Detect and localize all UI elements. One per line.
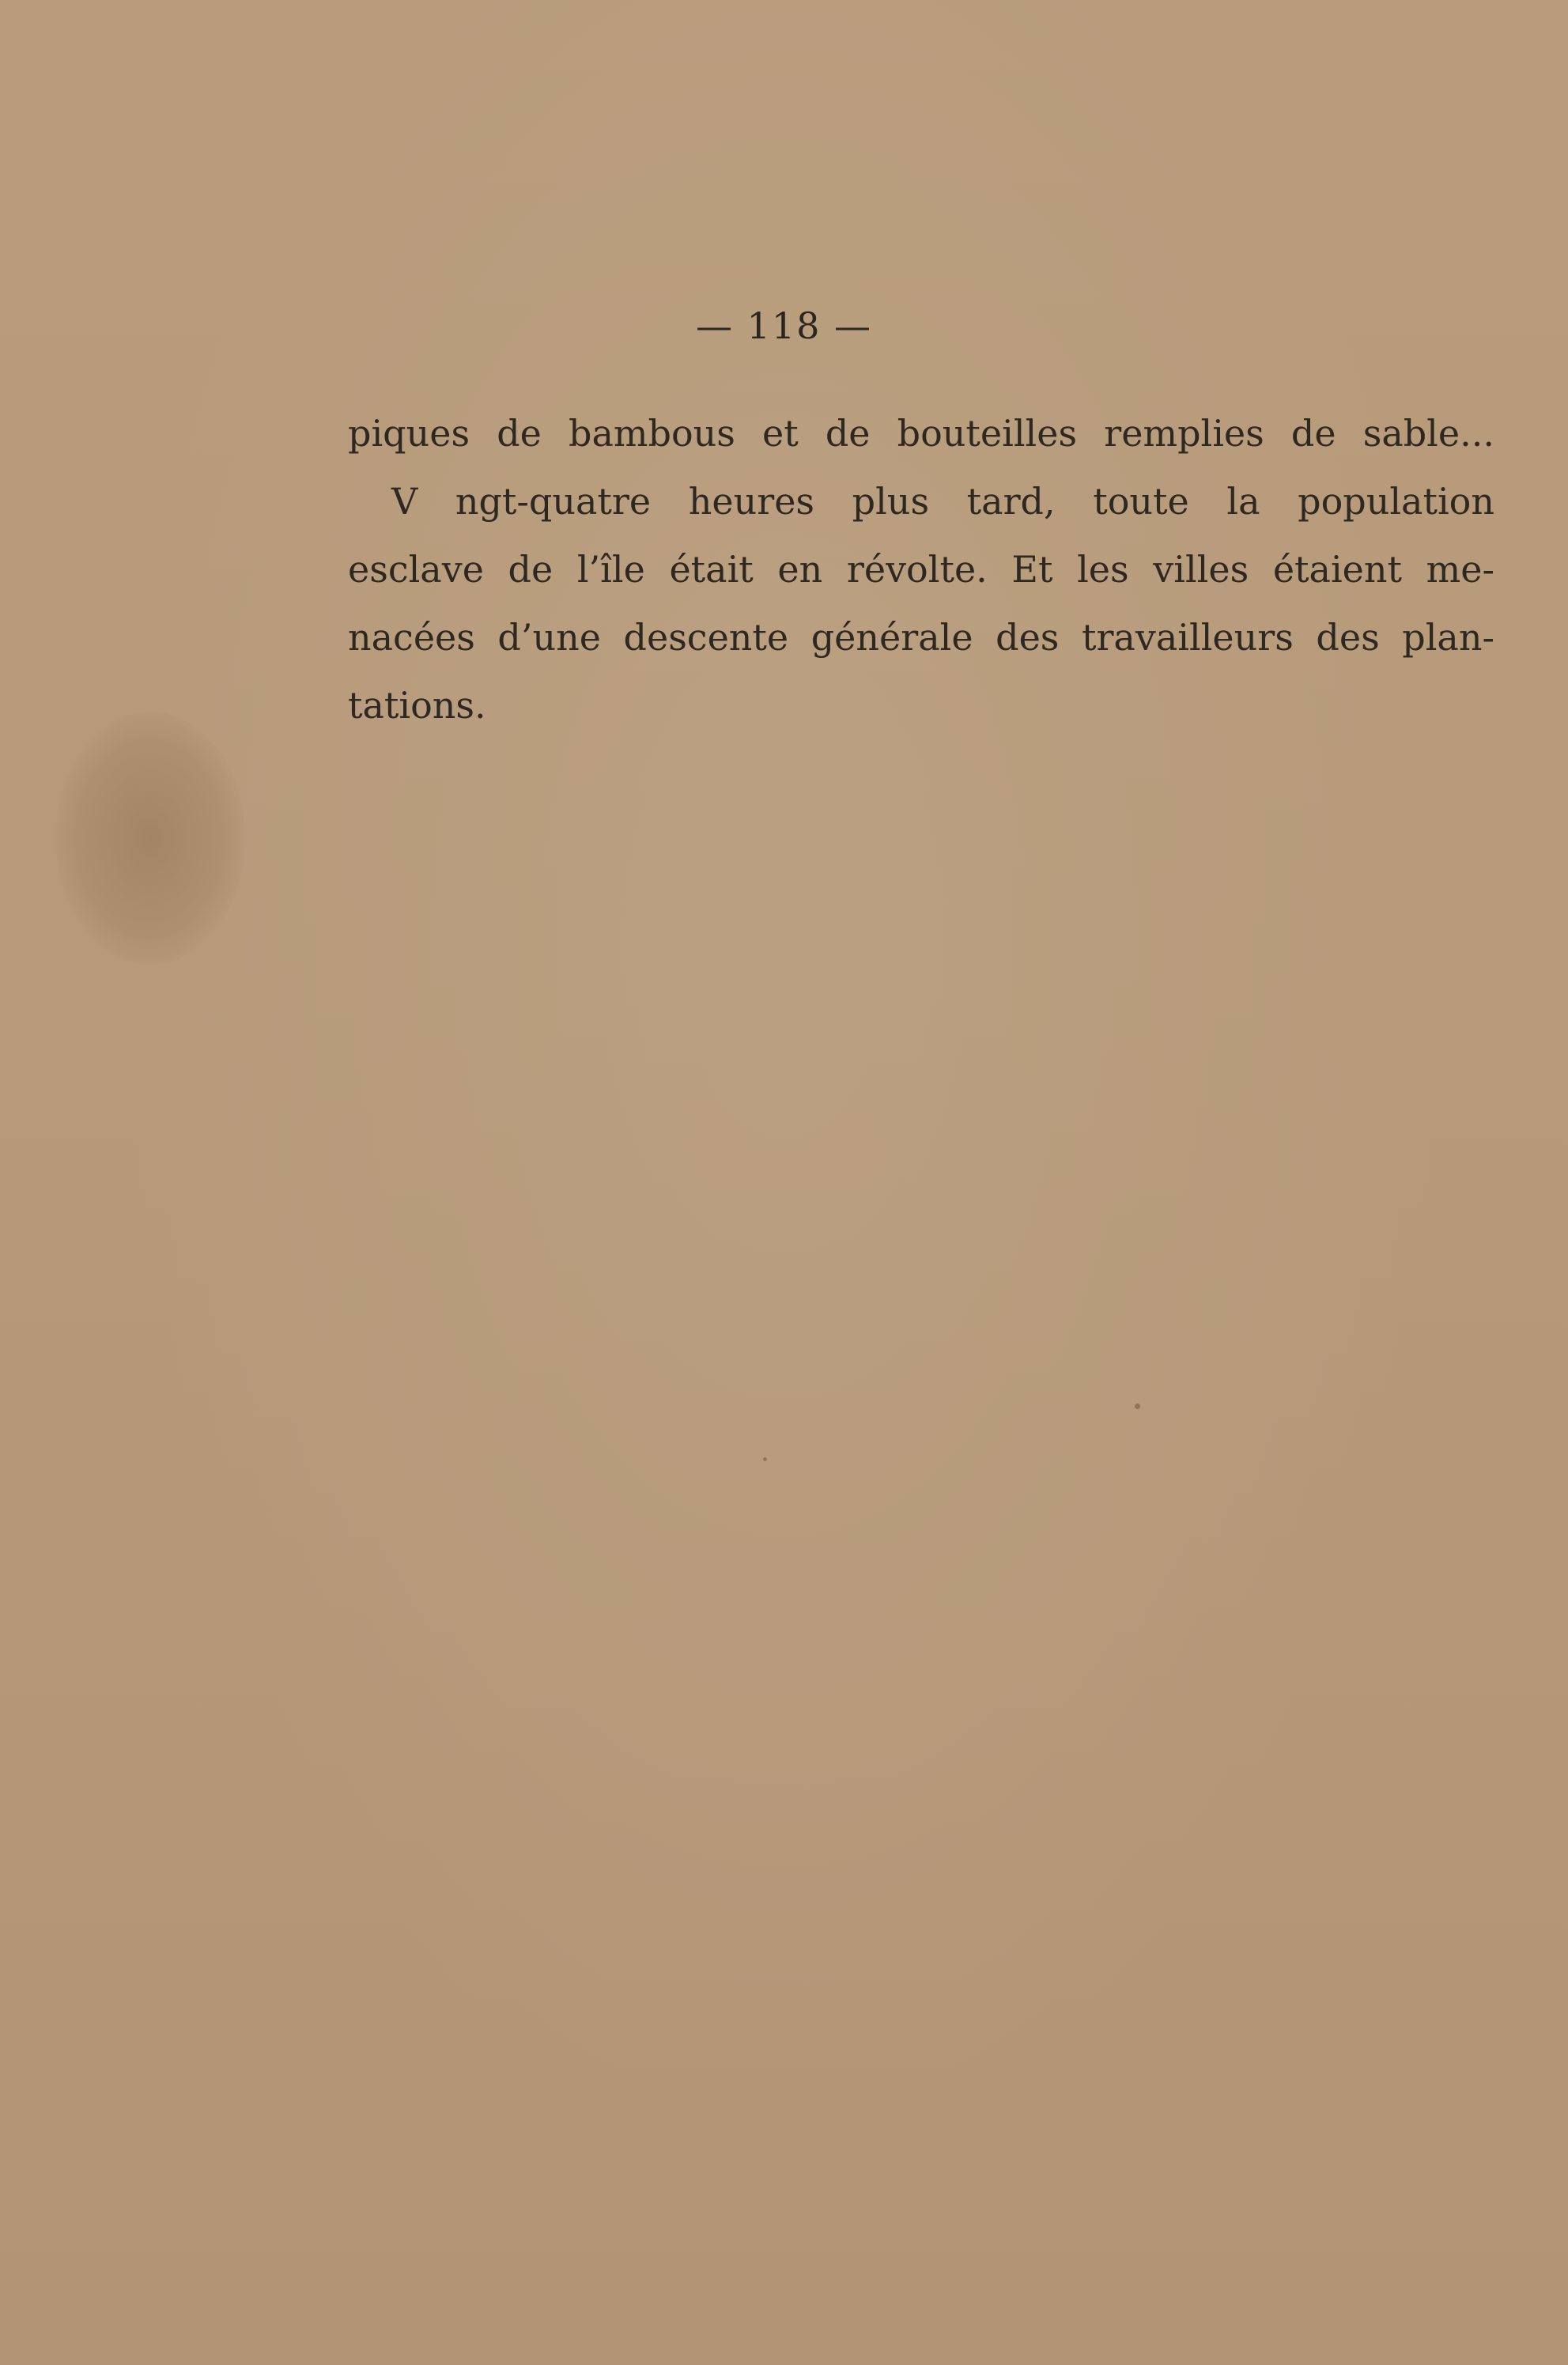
text-line: tations. — [348, 684, 486, 727]
paper-stain — [55, 712, 245, 965]
text-line: V ngt-quatre heures plus tard, toute la population — [391, 480, 1494, 523]
text-line: piques de bambous et de bouteilles remplies de sable... — [348, 412, 1494, 455]
page-number: — 118 — — [695, 304, 873, 347]
text-line: esclave de l’île était en révolte. Et les villes étaient me- — [348, 548, 1494, 591]
body-text — [348, 399, 1494, 739]
paper-fleck — [1135, 1404, 1140, 1409]
text-line: nacées d’une descente générale des travailleurs des plan- — [348, 616, 1494, 659]
paper-fleck — [763, 1457, 767, 1461]
